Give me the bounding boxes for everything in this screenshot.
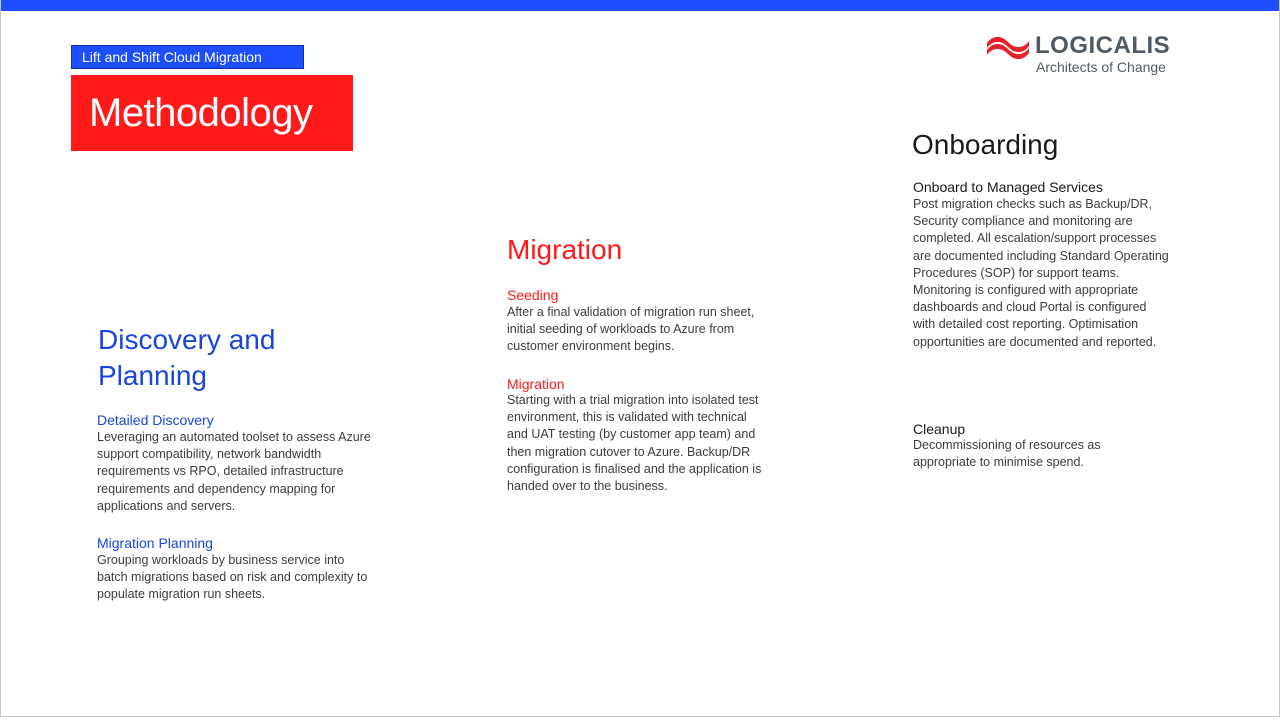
onboard-managed-title: Onboard to Managed Services: [913, 179, 1103, 195]
onboard-managed-text: Post migration checks such as Backup/DR, Security compliance and monitoring are completed. All escalation/support processes are documented including Standard Operating Procedures (SOP) for support teams. Monitoring is configured with appropriate dashboards and cloud Portal is configured with detailed cost reporting. Optimisation opportunities are documented and reported.: [913, 197, 1169, 349]
migration-heading: Migration: [507, 234, 623, 265]
migration-planning-text: Grouping workloads by business service into batch migrations based on risk and complexity to populate migration run sheets.: [97, 553, 368, 602]
seeding-title: Seeding: [507, 287, 559, 303]
detailed-discovery-text: Leveraging an automated toolset to assess Azure support compatibility, network bandwidth requirements vs RPO, detailed infrastructure requirements and dependency mapping for applications and servers.: [97, 430, 371, 513]
onboarding-heading: Onboarding: [912, 129, 1059, 160]
logo-tagline: Architects of Change: [1036, 59, 1166, 75]
title-box: [71, 75, 353, 151]
logo-name: LOGICALIS: [1035, 32, 1171, 59]
migration-step-title: Migration: [507, 376, 565, 392]
logo: [985, 32, 1207, 78]
cleanup-text: Decommissioning of resources as appropriate to minimise spend.: [913, 438, 1101, 470]
cleanup-title: Cleanup: [913, 421, 966, 437]
seeding-text: After a final validation of migration run sheet, initial seeding of workloads to Azure from customer environment begins.: [507, 305, 755, 354]
section-tag: Lift and Shift Cloud Migration: [71, 45, 304, 69]
top-accent-bar: [1, 0, 1280, 11]
logicalis-wave-icon: [985, 34, 1031, 60]
discovery-heading: Discovery and Planning: [98, 324, 276, 391]
page-title: Methodology: [89, 91, 313, 135]
migration-planning-title: Migration Planning: [97, 535, 213, 551]
detailed-discovery-title: Detailed Discovery: [97, 412, 214, 428]
migration-step-text: Starting with a trial migration into isolated test environment, this is validated with technical and UAT testing (by customer app team) and then migration cutover to Azure. Backup/DR configuration is finalised and the application is handed over to the business.: [507, 393, 762, 494]
